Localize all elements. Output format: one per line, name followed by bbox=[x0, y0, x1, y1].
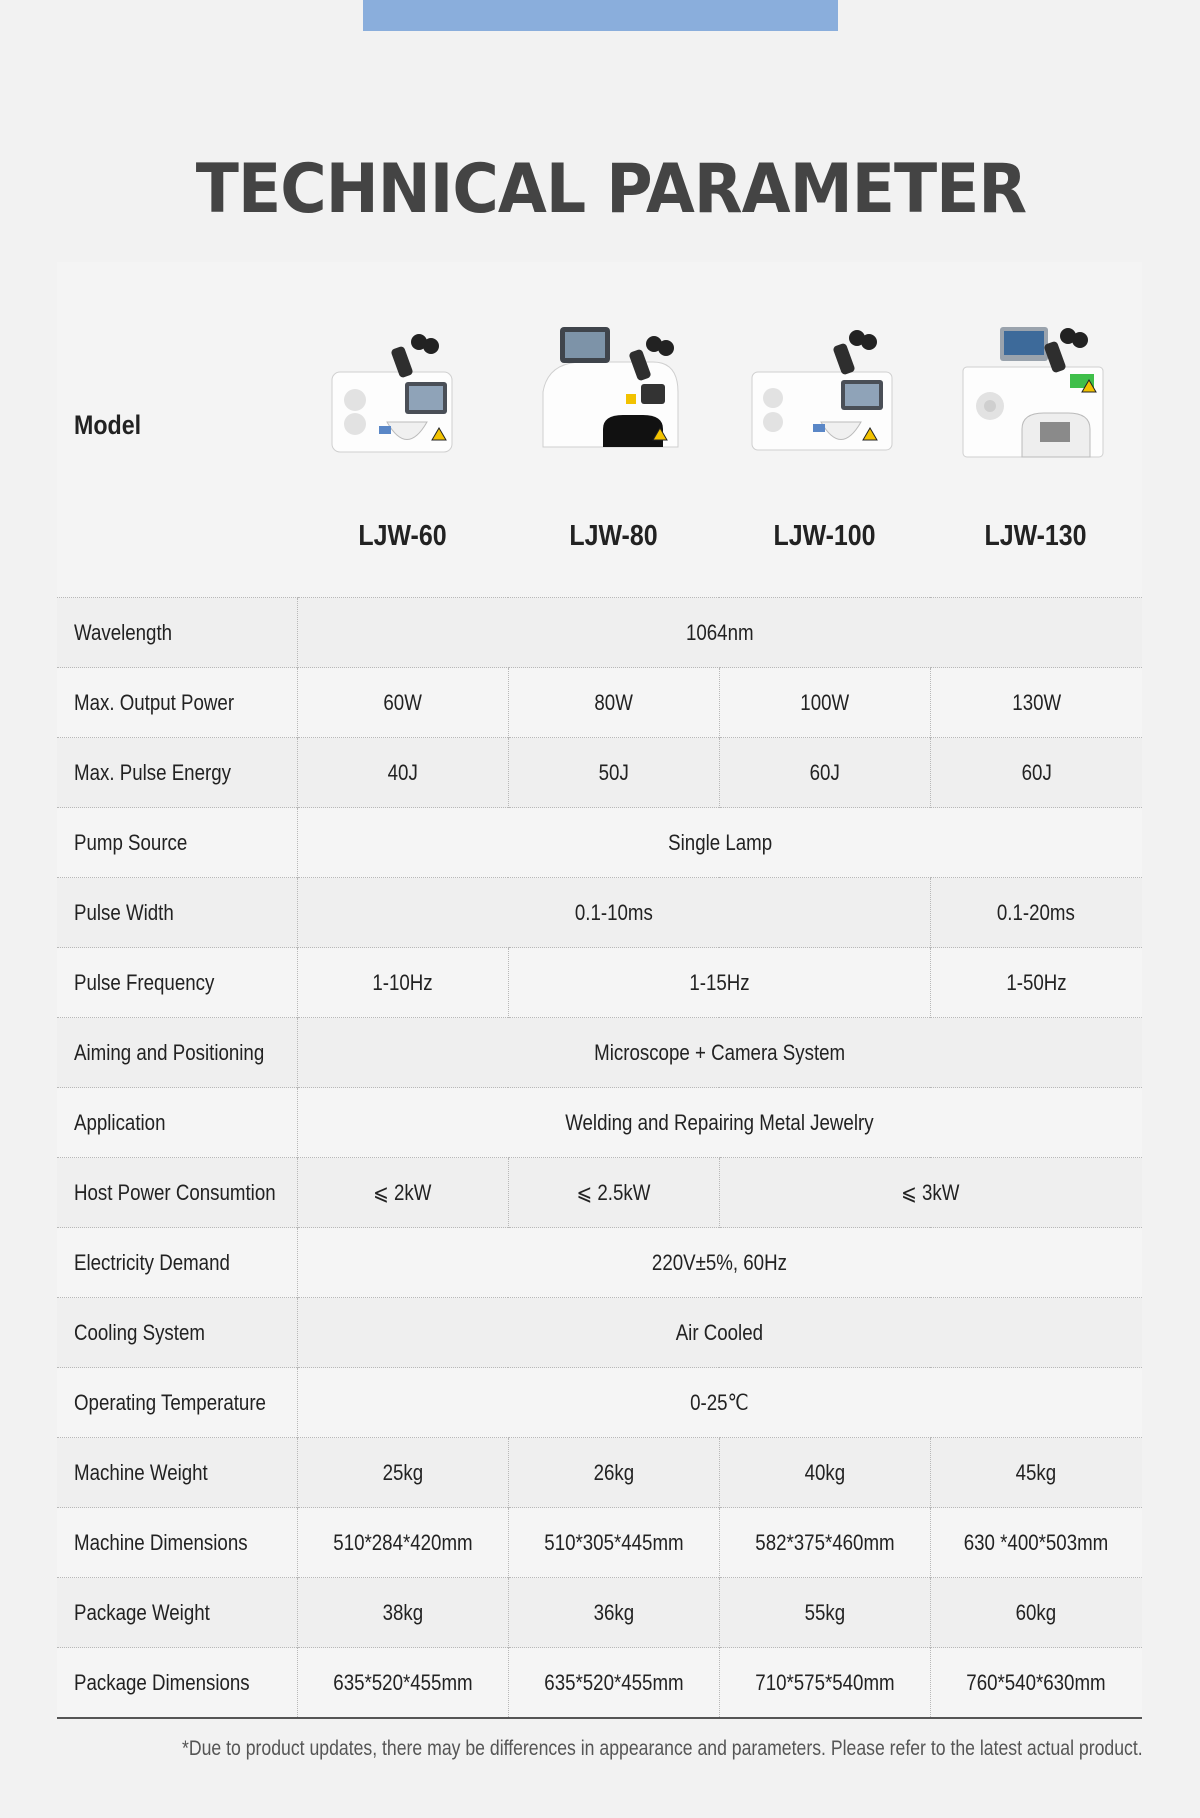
row-label bbox=[57, 1298, 297, 1368]
value-text: 130W bbox=[1011, 689, 1061, 715]
table-row bbox=[57, 1088, 1142, 1158]
row-label-text: Package Dimensions bbox=[74, 1669, 250, 1695]
value-cell bbox=[719, 1158, 1142, 1228]
value-cell bbox=[930, 948, 1142, 1018]
row-label bbox=[57, 948, 297, 1018]
value-cell bbox=[297, 808, 1142, 878]
value-text: 60W bbox=[383, 689, 422, 715]
value-text: 80W bbox=[594, 689, 633, 715]
row-label bbox=[57, 1228, 297, 1298]
machine-image-ljw-60 bbox=[327, 322, 477, 472]
value-text: Welding and Repairing Metal Jewelry bbox=[565, 1109, 874, 1135]
parameter-table-body bbox=[57, 598, 1142, 1719]
value-text: 582*375*460mm bbox=[754, 1529, 895, 1555]
model-column-ljw-100 bbox=[719, 262, 930, 597]
value-text: ⩽ 2kW bbox=[373, 1179, 432, 1205]
disclaimer-footnote: *Due to product updates, there may be differences in appearance and parameters. Please refer to the latest actual product. bbox=[182, 1737, 1143, 1760]
model-column-ljw-130 bbox=[930, 262, 1141, 597]
value-cell bbox=[297, 598, 1142, 668]
row-label bbox=[57, 878, 297, 948]
value-cell bbox=[508, 1158, 719, 1228]
value-cell bbox=[297, 1368, 1142, 1438]
value-text: 26kg bbox=[593, 1459, 634, 1485]
value-cell bbox=[508, 948, 930, 1018]
table-row bbox=[57, 948, 1142, 1018]
value-cell bbox=[297, 1508, 508, 1578]
table-row bbox=[57, 878, 1142, 948]
value-cell bbox=[297, 948, 508, 1018]
value-cell bbox=[930, 668, 1142, 738]
value-cell bbox=[297, 1648, 508, 1719]
value-text: 1-15Hz bbox=[688, 969, 750, 995]
machine-image-ljw-80 bbox=[538, 322, 688, 472]
row-label bbox=[57, 1088, 297, 1158]
value-text: 220V±5%, 60Hz bbox=[652, 1249, 788, 1275]
value-text: 60kg bbox=[1015, 1599, 1057, 1625]
value-cell bbox=[508, 738, 719, 808]
row-label bbox=[57, 738, 297, 808]
table-row bbox=[57, 1648, 1142, 1719]
model-label: Model bbox=[74, 410, 142, 440]
value-cell bbox=[297, 1018, 1142, 1088]
row-label bbox=[57, 1648, 297, 1719]
table-row bbox=[57, 1298, 1142, 1368]
value-cell bbox=[508, 1648, 719, 1719]
value-cell bbox=[297, 1158, 508, 1228]
row-label-text: Pulse Frequency bbox=[74, 969, 215, 995]
value-text: 510*305*445mm bbox=[543, 1529, 684, 1555]
model-header-row bbox=[57, 262, 1142, 597]
row-label bbox=[57, 668, 297, 738]
row-label-text: Wavelength bbox=[74, 619, 173, 645]
row-label-text: Package Weight bbox=[74, 1599, 210, 1625]
value-text: 60J bbox=[809, 759, 840, 785]
table-row bbox=[57, 598, 1142, 668]
row-label-text: Aiming and Positioning bbox=[74, 1039, 265, 1065]
value-text: 50J bbox=[598, 759, 629, 785]
value-cell bbox=[508, 1508, 719, 1578]
value-text: 635*520*455mm bbox=[543, 1669, 684, 1695]
value-cell bbox=[719, 1578, 930, 1648]
top-accent-bar bbox=[363, 0, 838, 31]
value-cell bbox=[508, 1438, 719, 1508]
row-label-text: Max. Output Power bbox=[74, 689, 235, 715]
table-row bbox=[57, 738, 1142, 808]
value-cell bbox=[930, 878, 1142, 948]
table-row bbox=[57, 1578, 1142, 1648]
value-cell bbox=[719, 1438, 930, 1508]
value-text: 0-25℃ bbox=[690, 1389, 749, 1415]
model-column-ljw-60 bbox=[297, 262, 508, 597]
row-label bbox=[57, 1158, 297, 1228]
row-label-text: Machine Dimensions bbox=[74, 1529, 248, 1555]
value-text: Air Cooled bbox=[676, 1319, 764, 1345]
value-cell bbox=[930, 1578, 1142, 1648]
value-cell bbox=[719, 668, 930, 738]
value-text: 25kg bbox=[382, 1459, 423, 1485]
value-cell bbox=[297, 668, 508, 738]
value-text: ⩽ 2.5kW bbox=[576, 1179, 651, 1205]
row-label-text: Operating Temperature bbox=[74, 1389, 266, 1415]
model-column-ljw-80 bbox=[508, 262, 719, 597]
model-name: LJW-60 bbox=[358, 520, 447, 552]
value-cell bbox=[930, 1438, 1142, 1508]
row-label bbox=[57, 1438, 297, 1508]
table-row bbox=[57, 1438, 1142, 1508]
value-cell bbox=[297, 1578, 508, 1648]
value-text: 36kg bbox=[593, 1599, 634, 1625]
table-row bbox=[57, 1228, 1142, 1298]
model-name: LJW-80 bbox=[569, 520, 658, 552]
value-text: 630 *400*503mm bbox=[964, 1529, 1109, 1555]
value-cell bbox=[719, 1508, 930, 1578]
value-cell bbox=[508, 668, 719, 738]
table-row bbox=[57, 1508, 1142, 1578]
row-label bbox=[57, 1018, 297, 1088]
value-text: 0.1-10ms bbox=[574, 899, 653, 925]
value-cell bbox=[930, 738, 1142, 808]
value-text: 55kg bbox=[804, 1599, 845, 1625]
value-text: 40kg bbox=[804, 1459, 845, 1485]
machine-image-ljw-100 bbox=[749, 322, 899, 472]
value-cell bbox=[930, 1508, 1142, 1578]
row-label bbox=[57, 1508, 297, 1578]
row-label-text: Host Power Consumtion bbox=[74, 1179, 276, 1205]
value-cell bbox=[297, 738, 508, 808]
value-cell bbox=[930, 1648, 1142, 1719]
value-text: 100W bbox=[800, 689, 849, 715]
row-label bbox=[57, 808, 297, 878]
model-name: LJW-100 bbox=[773, 520, 876, 552]
value-text: 635*520*455mm bbox=[332, 1669, 473, 1695]
value-text: 760*540*630mm bbox=[966, 1669, 1106, 1695]
value-cell bbox=[297, 1438, 508, 1508]
value-cell bbox=[297, 1088, 1142, 1158]
model-name: LJW-130 bbox=[984, 520, 1087, 552]
machine-image-ljw-130 bbox=[960, 322, 1110, 472]
value-cell bbox=[297, 878, 930, 948]
row-label-text: Cooling System bbox=[74, 1319, 205, 1345]
value-text: 40J bbox=[387, 759, 418, 785]
value-text: Microscope + Camera System bbox=[594, 1039, 846, 1065]
row-label-text: Electricity Demand bbox=[74, 1249, 230, 1275]
value-text: 45kg bbox=[1015, 1459, 1057, 1485]
row-label bbox=[57, 1578, 297, 1648]
row-label-text: Machine Weight bbox=[74, 1459, 208, 1485]
value-text: Single Lamp bbox=[667, 829, 772, 855]
row-label-text: Pulse Width bbox=[74, 899, 174, 925]
row-label bbox=[57, 1368, 297, 1438]
value-cell bbox=[719, 1648, 930, 1719]
value-text: 710*575*540mm bbox=[754, 1669, 895, 1695]
row-label bbox=[57, 598, 297, 668]
value-text: 1064nm bbox=[685, 619, 754, 645]
row-label-text: Max. Pulse Energy bbox=[74, 759, 231, 785]
value-text: 0.1-20ms bbox=[997, 899, 1076, 925]
value-text: 510*284*420mm bbox=[332, 1529, 473, 1555]
value-cell bbox=[297, 1228, 1142, 1298]
value-cell bbox=[508, 1578, 719, 1648]
value-text: ⩽ 3kW bbox=[901, 1179, 960, 1205]
value-text: 60J bbox=[1021, 759, 1052, 785]
row-label-text: Pump Source bbox=[74, 829, 188, 855]
table-row bbox=[57, 808, 1142, 878]
value-text: 38kg bbox=[382, 1599, 423, 1625]
value-text: 1-10Hz bbox=[372, 969, 433, 995]
table-row bbox=[57, 1158, 1142, 1228]
page-title: TECHNICAL PARAMETER bbox=[195, 150, 1027, 229]
value-cell bbox=[719, 738, 930, 808]
row-label-text: Application bbox=[74, 1109, 166, 1135]
parameter-table bbox=[57, 597, 1142, 1719]
table-row bbox=[57, 668, 1142, 738]
table-row bbox=[57, 1368, 1142, 1438]
value-cell bbox=[297, 1298, 1142, 1368]
value-text: 1-50Hz bbox=[1006, 969, 1067, 995]
table-row bbox=[57, 1018, 1142, 1088]
